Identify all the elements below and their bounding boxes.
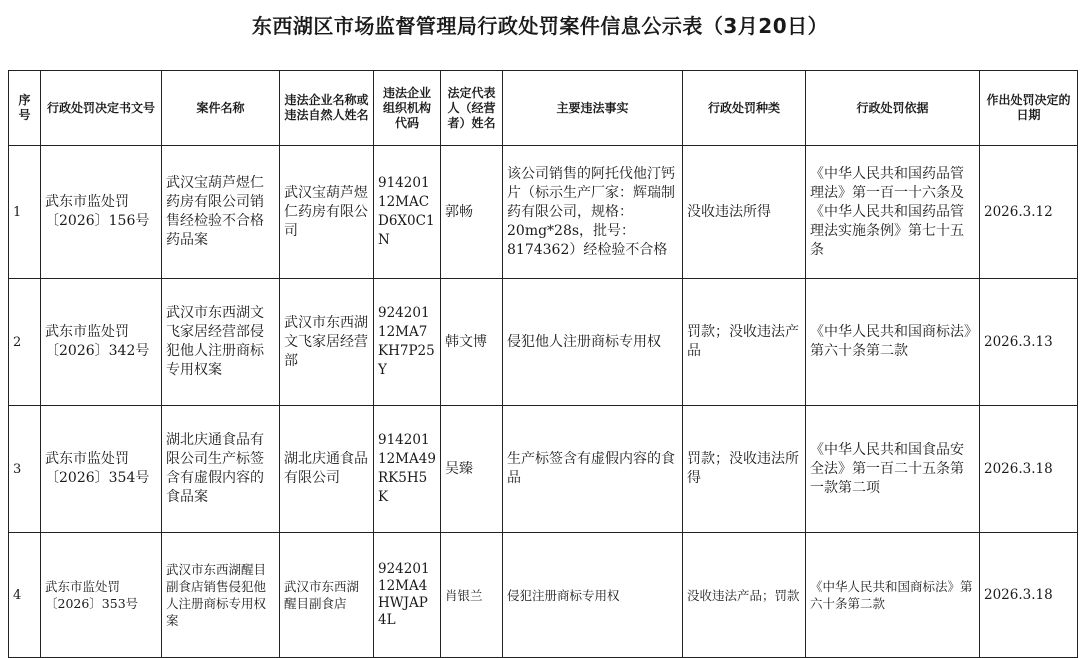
table-row xyxy=(9,279,1078,406)
cell-party: 武汉市东西湖醒目副食店 xyxy=(280,533,374,658)
cell-basis: 《中华人民共和国商标法》第六十条第二款 xyxy=(806,533,980,658)
cell-facts: 生产标签含有虚假内容的食品 xyxy=(503,406,683,533)
header-basis: 行政处罚依据 xyxy=(806,71,980,146)
cell-facts: 该公司销售的阿托伐他汀钙片（标示生产厂家：辉瑞制药有限公司，规格：20mg*28s，批号：8174362）经检验不合格 xyxy=(503,146,683,279)
header-case-name: 案件名称 xyxy=(162,71,280,146)
header-date: 作出处罚决定的日期 xyxy=(980,71,1078,146)
cell-date: 2026.3.13 xyxy=(980,279,1078,406)
cell-seq: 3 xyxy=(9,406,41,533)
cell-org-code: 92420112MA7KH7P25Y xyxy=(374,279,441,406)
cell-legal-rep: 韩文博 xyxy=(441,279,503,406)
cell-seq: 4 xyxy=(9,533,41,658)
cell-party: 湖北庆通食品有限公司 xyxy=(280,406,374,533)
cell-date: 2026.3.18 xyxy=(980,406,1078,533)
cell-doc-no: 武东市监处罚〔2026〕342号 xyxy=(41,279,162,406)
header-facts: 主要违法事实 xyxy=(503,71,683,146)
cell-date: 2026.3.12 xyxy=(980,146,1078,279)
page-title: 东西湖区市场监督管理局行政处罚案件信息公示表（3月20日） xyxy=(251,14,829,38)
cell-facts: 侵犯他人注册商标专用权 xyxy=(503,279,683,406)
cell-org-code: 92420112MA4HWJAP4L xyxy=(374,533,441,658)
cell-case-name: 武汉市东西湖醒目副食店销售侵犯他人注册商标专用权案 xyxy=(162,533,280,658)
cell-date: 2026.3.18 xyxy=(980,533,1078,658)
cell-org-code: 91420112MACD6X0C1N xyxy=(374,146,441,279)
cell-case-name: 湖北庆通食品有限公司生产标签含有虚假内容的食品案 xyxy=(162,406,280,533)
table-row xyxy=(9,146,1078,279)
header-legal-rep: 法定代表人（经营者）姓名 xyxy=(441,71,503,146)
header-org-code: 违法企业组织机构代码 xyxy=(374,71,441,146)
cell-penalty-type: 罚款；没收违法所得 xyxy=(683,406,806,533)
cell-facts: 侵犯注册商标专用权 xyxy=(503,533,683,658)
table-row xyxy=(9,533,1078,658)
header-doc-no: 行政处罚决定书文号 xyxy=(41,71,162,146)
penalty-table xyxy=(8,70,1078,658)
cell-doc-no: 武东市监处罚〔2026〕156号 xyxy=(41,146,162,279)
cell-party: 武汉宝葫芦煜仁药房有限公司 xyxy=(280,146,374,279)
cell-seq: 1 xyxy=(9,146,41,279)
cell-case-name: 武汉宝葫芦煜仁药房有限公司销售经检验不合格药品案 xyxy=(162,146,280,279)
cell-penalty-type: 没收违法所得 xyxy=(683,146,806,279)
cell-basis: 《中华人民共和国食品安全法》第一百二十五条第一款第二项 xyxy=(806,406,980,533)
cell-legal-rep: 吴臻 xyxy=(441,406,503,533)
cell-basis: 《中华人民共和国药品管理法》第一百一十六条及《中华人民共和国药品管理法实施条例》第七十五条 xyxy=(806,146,980,279)
header-penalty-type: 行政处罚种类 xyxy=(683,71,806,146)
table-row xyxy=(9,406,1078,533)
cell-party: 武汉市东西湖文飞家居经营部 xyxy=(280,279,374,406)
cell-case-name: 武汉市东西湖文飞家居经营部侵犯他人注册商标专用权案 xyxy=(162,279,280,406)
cell-basis: 《中华人民共和国商标法》第六十条第二款 xyxy=(806,279,980,406)
cell-penalty-type: 罚款；没收违法产品 xyxy=(683,279,806,406)
cell-doc-no: 武东市监处罚〔2026〕353号 xyxy=(41,533,162,658)
header-party: 违法企业名称或违法自然人姓名 xyxy=(280,71,374,146)
header-seq: 序号 xyxy=(9,71,41,146)
cell-legal-rep: 郭畅 xyxy=(441,146,503,279)
cell-penalty-type: 没收违法产品；罚款 xyxy=(683,533,806,658)
cell-org-code: 91420112MA49RK5H5K xyxy=(374,406,441,533)
cell-doc-no: 武东市监处罚〔2026〕354号 xyxy=(41,406,162,533)
header-row xyxy=(9,71,1078,146)
cell-legal-rep: 肖银兰 xyxy=(441,533,503,658)
cell-seq: 2 xyxy=(9,279,41,406)
